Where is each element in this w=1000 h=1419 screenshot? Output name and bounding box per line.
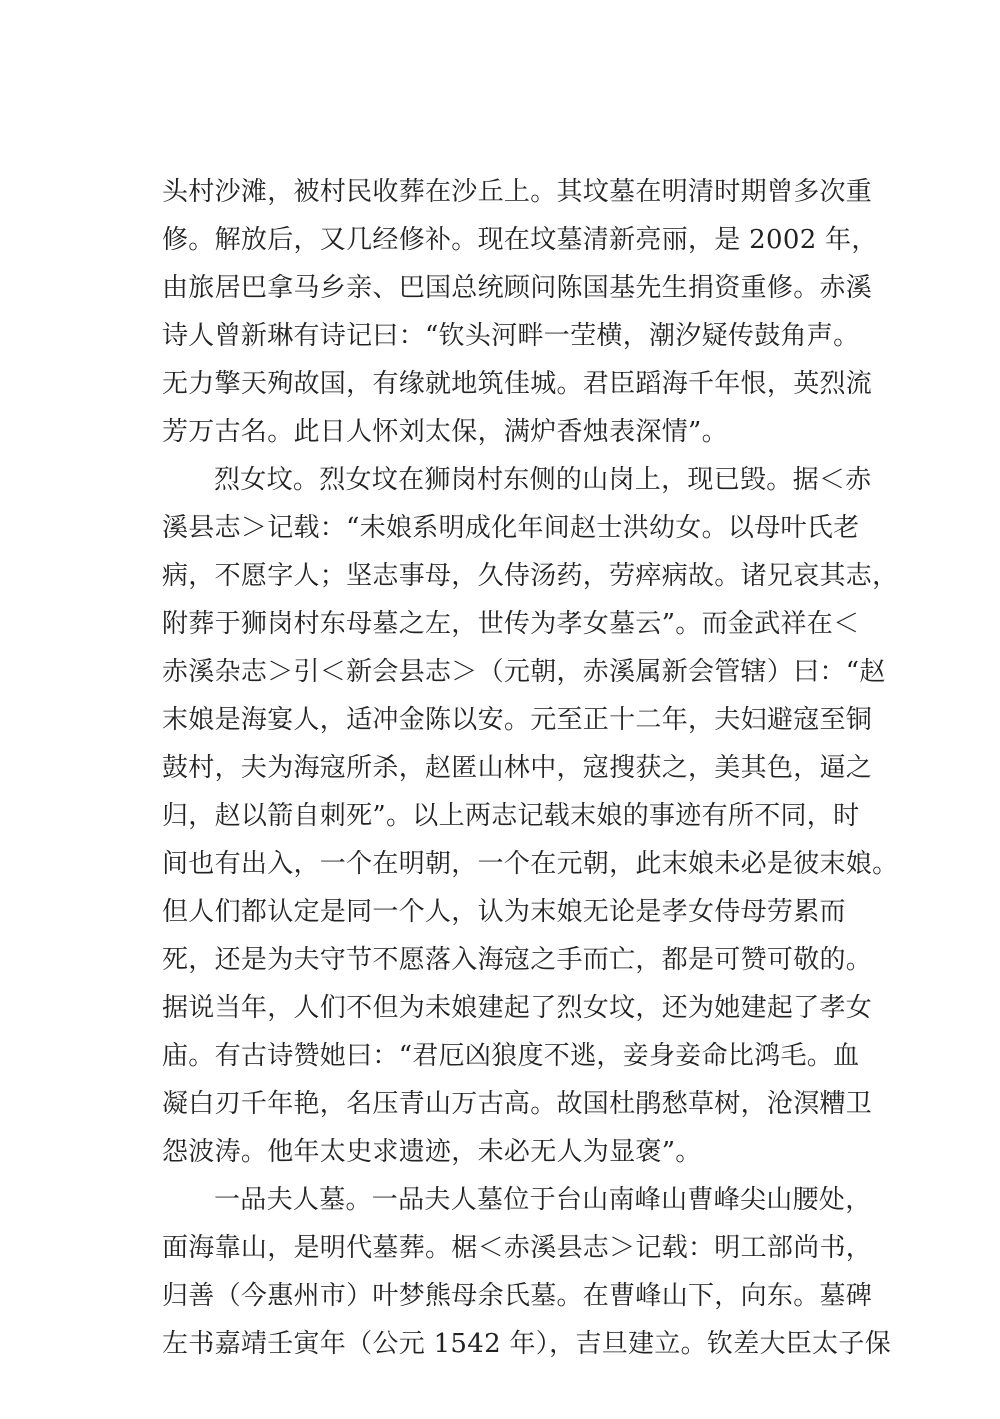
text-line: 修。解放后，又几经修补。现在坟墓清新亮丽，是 2002 年， (162, 225, 878, 255)
text-line: 芳万古名。此日人怀刘太保，满炉香烛表深情”。 (162, 417, 728, 447)
text-line: 归，赵以箭自刺死”。以上两志记载末娘的事迹有所不同，时 (162, 801, 860, 831)
text-line: 间也有出入，一个在明朝，一个在元朝，此末娘未必是彼末娘。 (162, 849, 899, 879)
paragraph-start-line: 一品夫人墓。一品夫人墓位于台山南峰山曹峰尖山腰处， (214, 1185, 872, 1215)
text-line: 凝白刃千年艳，名压青山万古高。故国杜鹃愁草树，沧溟糟卫 (162, 1089, 873, 1119)
text-line: 鼓村，夫为海寇所杀，赵匿山林中，寇搜获之，美其色，逼之 (162, 753, 873, 783)
text-line: 无力擎天殉故国，有缘就地筑佳城。君臣蹈海千年恨，英烈流 (162, 369, 873, 399)
text-line: 据说当年，人们不但为未娘建起了烈女坟，还为她建起了孝女 (162, 993, 873, 1023)
text-line: 头村沙滩，被村民收葬在沙丘上。其坟墓在明清时期曾多次重 (162, 177, 873, 207)
text-line: 左书嘉靖壬寅年（公元 1542 年），吉旦建立。钦差大臣太子保 (162, 1329, 891, 1359)
text-line: 死，还是为夫守节不愿落入海寇之手而亡，都是可赞可敬的。 (162, 945, 873, 975)
paragraph-start-line: 烈女坟。烈女坟在狮岗村东侧的山岗上，现已毁。据＜赤 (214, 465, 872, 495)
text-line: 附葬于狮岗村东母墓之左，世传为孝女墓云”。而金武祥在＜ (162, 609, 860, 639)
text-line: 但人们都认定是同一个人，认为末娘无论是孝女侍母劳累而 (162, 897, 846, 927)
text-line: 溪县志＞记载：“未娘系明成化年间赵士洪幼女。以母叶氏老 (162, 513, 860, 543)
text-line: 诗人曾新琳有诗记曰：“钦头河畔一茔横，潮汐疑传鼓角声。 (162, 321, 860, 351)
text-line: 由旅居巴拿马乡亲、巴国总统顾问陈国基先生捐资重修。赤溪 (162, 273, 873, 303)
text-line: 赤溪杂志＞引＜新会县志＞（元朝，赤溪属新会管辖）曰：“赵 (162, 657, 886, 687)
text-line: 末娘是海宴人，适冲金陈以安。元至正十二年，夫妇避寇至铜 (162, 705, 873, 735)
text-line: 归善（今惠州市）叶梦熊母余氏墓。在曹峰山下，向东。墓碑 (162, 1281, 873, 1311)
text-line: 病，不愿字人；坚志事母，久侍汤药，劳瘁病故。诸兄哀其志， (162, 561, 899, 591)
text-line: 庙。有古诗赞她曰：“君厄凶狼度不逃，妾身妾命比鸿毛。血 (162, 1041, 860, 1071)
text-line: 怨波涛。他年太史求遗迹，未必无人为显褒”。 (162, 1137, 702, 1167)
text-line: 面海靠山，是明代墓葬。椐＜赤溪县志＞记载：明工部尚书， (162, 1233, 873, 1263)
